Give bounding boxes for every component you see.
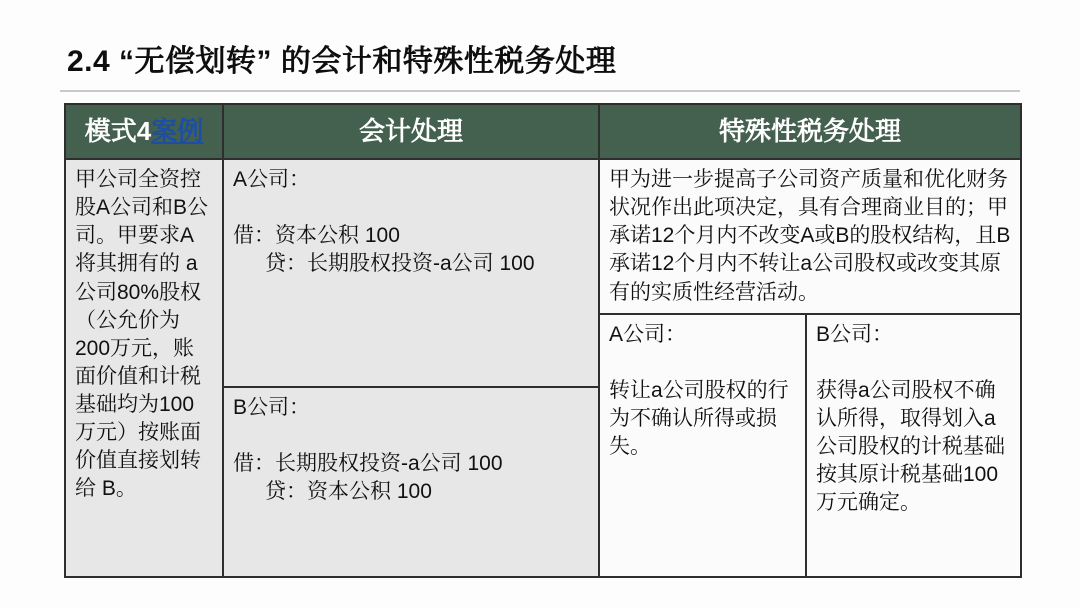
special-tax-a-treatment: 转让a公司股权的行为不确认所得或损失。 <box>609 378 789 459</box>
accounting-a-cell <box>223 159 599 387</box>
accounting-b-debit: 借：长期股权投资-a公司 100 <box>233 451 503 475</box>
spacer <box>233 422 589 450</box>
header-special-tax: 特殊性税务处理 <box>599 104 1021 159</box>
spacer <box>233 194 589 222</box>
header-accounting: 会计处理 <box>223 104 599 159</box>
accounting-b-cell <box>223 387 599 577</box>
special-tax-b-cell <box>806 314 1021 577</box>
spacer <box>816 349 1011 377</box>
case-description-cell <box>65 159 223 577</box>
accounting-a-credit: 贷：长期股权投资-a公司 100 <box>265 252 535 276</box>
table-header-row <box>65 104 1021 159</box>
special-tax-a-company: A公司： <box>609 322 687 346</box>
accounting-b-company: B公司： <box>233 395 311 419</box>
case-link[interactable]: 案例 <box>151 116 204 147</box>
special-tax-note-cell <box>599 159 1021 314</box>
special-tax-note-text: 甲为进一步提高子公司资产质量和优化财务状况作出此项决定，具有合理商业目的；甲承诺12个月内不改变A或B的股权结构，且B承诺12个月内不转让a公司股权或改变其原有的实质性经营活动。 <box>609 168 1011 304</box>
accounting-a-debit: 借：资本公积 100 <box>233 224 400 248</box>
model-label: 模式4 <box>84 116 152 147</box>
special-tax-b-treatment: 获得a公司股权不确认所得，取得划入a公司股权的计税基础按其原计税基础100万元确定。 <box>816 378 1005 515</box>
page-title: 2.4 “无偿划转” 的会计和特殊性税务处理 <box>67 45 617 78</box>
header-model-case <box>65 104 223 159</box>
table-row <box>65 159 1021 314</box>
case-table <box>64 103 1022 578</box>
case-description-text: 甲公司全资控股A公司和B公司。甲要求A将其拥有的 a 公司80%股权（公允价为200万元，账面价值和计税基础均为100万元）按账面价值直接划转给 B。 <box>75 168 209 501</box>
spacer <box>609 349 796 377</box>
accounting-b-credit: 贷：资本公积 100 <box>265 480 432 503</box>
title-divider <box>60 90 1020 92</box>
special-tax-a-cell <box>599 314 806 577</box>
accounting-a-company: A公司： <box>233 168 311 191</box>
special-tax-b-company: B公司： <box>816 322 894 346</box>
